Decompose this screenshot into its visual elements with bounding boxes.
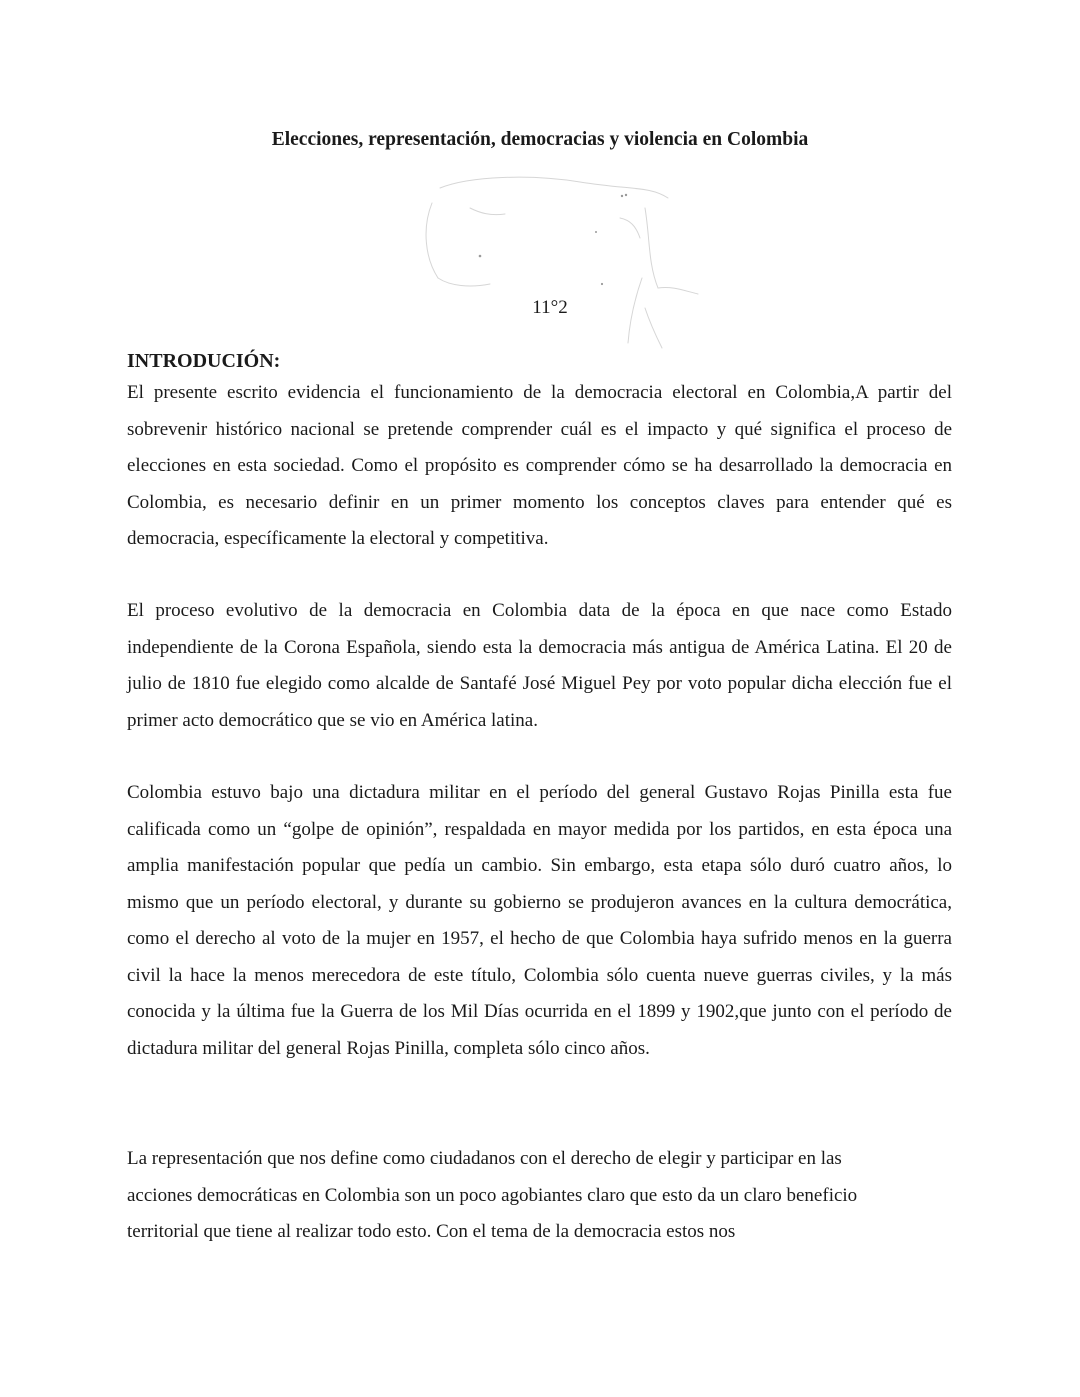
paragraph: El presente escrito evidencia el funcionamiento de la democracia electoral en Colombia,A partir del sobrevenir histórico nacional se pretende comprender cuál es el impacto y qué significa el proceso de elecciones en esta sociedad. Como el propósito es comprender cómo se ha desarrollado la democracia en Colombia, es necesario definir en un primer momento los conceptos claves para entender qué es democracia, específicamente la electoral y competitiva.: [127, 382, 952, 549]
course-number: 11°2: [532, 297, 568, 318]
section-heading: INTRODUCIÓN:: [127, 350, 281, 372]
document-title: Elecciones, representación, democracias y violencia en Colombia: [271, 129, 809, 150]
paragraph: Colombia estuvo bajo una dictadura militar en el período del general Gustavo Rojas Pinilla esta fue calificada como un “golpe de opinión”, respaldada en mayor medida por los partidos, en esta época una amplia manifestación popular que pedía un cambio. Sin embargo, esta etapa sólo duró cuatro años, lo mismo que un período electoral, y durante su gobierno se produjeron avances en la cultura democrática, como el derecho al voto de la mujer en 1957, el hecho de que Colombia haya sufrido menos en la guerra civil la hace la menos merecedora de este título, Colombia sólo cuenta nueve guerras civiles, y la más conocida y la última fue la Guerra de los Mil Días ocurrida en el 1899 y 1902,que junto con el período de dictadura militar del general Rojas Pinilla, completa sólo cinco años.: [127, 782, 952, 1059]
paragraph: La representación que nos define como ciudadanos con el derecho de elegir y participar en las acciones democráticas en Colombia son un poco agobiantes claro que esto da un claro beneficio territorial que tiene al realizar todo esto. Con el tema de la democracia estos nos: [127, 1148, 858, 1242]
faint-pencil-sketch: [410, 168, 710, 368]
paragraph: El proceso evolutivo de la democracia en Colombia data de la época en que nace como Estado independiente de la Corona Española, siendo esta la democracia más antigua de América Latina. El 20 de julio de 1810 fue elegido como alcalde de Santafé José Miguel Pey por voto popular dicha elección fue el primer acto democrático que se vio en América latina.: [127, 600, 952, 731]
